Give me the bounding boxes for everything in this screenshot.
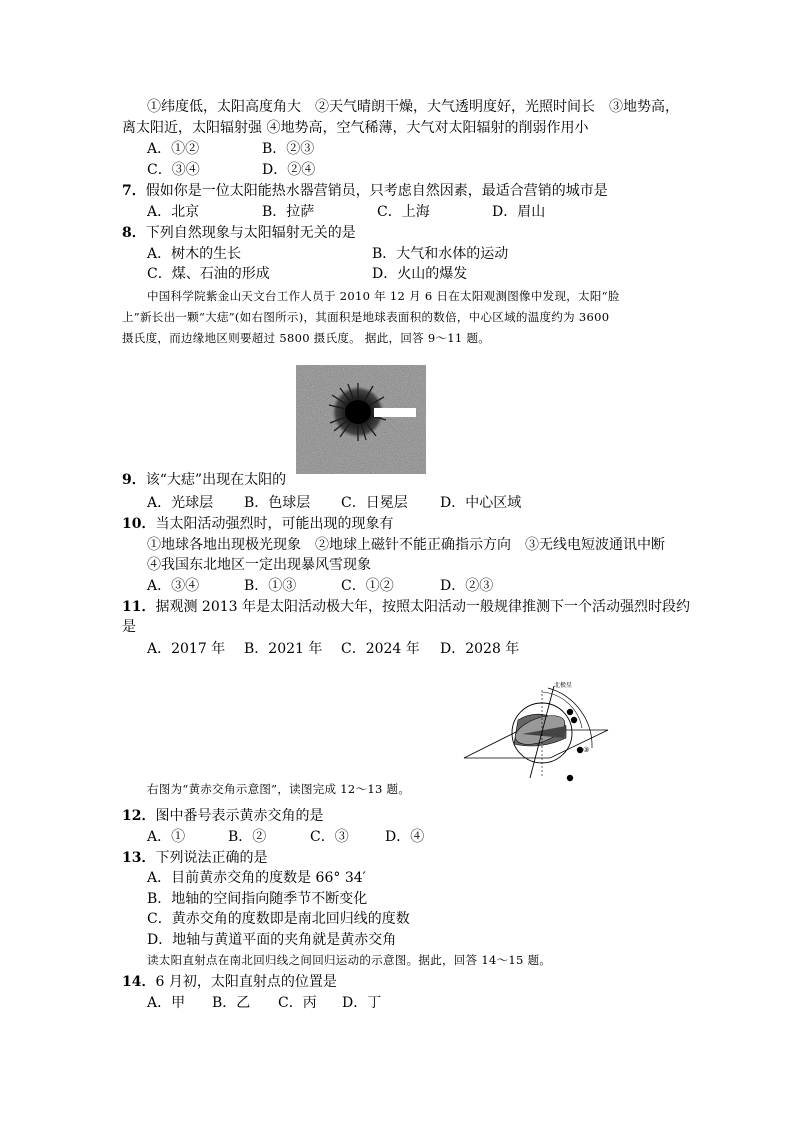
q14-option-a: A．甲 xyxy=(147,995,186,1011)
passage3: 读太阳直射点在南北回归线之间回归运动的示意图。据此，回答 14～15 题。 xyxy=(147,953,552,967)
q11-option-d: D．2028 年 xyxy=(440,641,520,657)
q13-number: 13． xyxy=(122,850,156,866)
passage1-line3: 摄氏度，而边缘地区则要超过 5800 摄氏度。 据此，回答 9～11 题。 xyxy=(122,331,491,345)
q9-option-a: A．光球层 xyxy=(147,495,214,511)
q7-option-c: C．上海 xyxy=(377,204,430,220)
q6-stem-line1: ①纬度低，太阳高度角大 ②天气晴朗干燥，大气透明度好，光照时间长 ③地势高， xyxy=(147,99,679,115)
obliquity-svg xyxy=(462,678,612,782)
q11-stem-cont: 是 xyxy=(122,619,136,635)
q10-number: 10． xyxy=(122,516,156,532)
q10-option-a: A．③④ xyxy=(147,578,200,594)
q14-option-d: D．丁 xyxy=(342,995,382,1011)
q7-text: 假如你是一位太阳能热水器营销员，只考虑自然因素，最适合营销的城市是 xyxy=(145,183,608,199)
passage2: 右图为“黄赤交角示意图”，读图完成 12～13 题。 xyxy=(147,782,411,796)
q6-option-b: B．②③ xyxy=(262,141,315,157)
q6-stem-line2: 离太阳近，太阳辐射强 ④地势高，空气稀薄，大气对太阳辐射的削弱作用小 xyxy=(122,120,589,136)
q9-option-b: B．色球层 xyxy=(244,495,311,511)
q11-option-b: B．2021 年 xyxy=(244,641,323,657)
q10-line1: ①地球各地出现极光现象 ②地球上磁针不能正确指示方向 ③无线电短波通讯中断 xyxy=(147,537,665,553)
q11-stem xyxy=(122,598,690,616)
q12-stem xyxy=(122,807,323,825)
q12-option-d: D．④ xyxy=(385,829,425,845)
q12-option-a: A．① xyxy=(147,829,186,845)
q7-number: 7． xyxy=(122,183,146,199)
q9-number: 9． xyxy=(122,472,146,488)
q11-option-a: A．2017 年 xyxy=(147,641,226,657)
mark-1 xyxy=(567,709,573,715)
q11-number: 11． xyxy=(122,599,156,615)
sunspot-image xyxy=(296,365,426,474)
q13-option-a: A．目前黄赤交角的度数是 66° 34′ xyxy=(147,870,366,886)
mark-3-label: ③ xyxy=(583,746,590,754)
mark-4 xyxy=(567,775,573,781)
q8-stem xyxy=(122,224,356,242)
q13-stem xyxy=(122,849,267,867)
q14-number: 14． xyxy=(122,974,156,990)
mark-2 xyxy=(571,717,577,723)
q8-option-a: A．树木的生长 xyxy=(147,246,242,262)
q9-option-c: C．日冕层 xyxy=(341,495,408,511)
q8-option-b: B．大气和水体的运动 xyxy=(372,246,509,262)
q11-text: 据观测 2013 年是太阳活动极大年，按照太阳活动一般规律推测下一个活动强烈时段约 xyxy=(155,599,691,615)
q7-option-d: D．眉山 xyxy=(492,204,546,220)
q12-text: 图中番号表示黄赤交角的是 xyxy=(155,808,324,824)
q7-option-b: B．拉萨 xyxy=(262,204,315,220)
q14-stem xyxy=(122,973,337,991)
q8-number: 8． xyxy=(122,225,146,241)
passage1-line1: 中国科学院紫金山天文台工作人员于 2010 年 12 月 6 日在太阳观测图像中发现，太阳“脸 xyxy=(147,289,620,303)
q10-stem xyxy=(122,515,393,533)
q14-option-c: C．丙 xyxy=(278,995,317,1011)
q9-text: 该“大痣”出现在太阳的 xyxy=(145,472,287,488)
q10-line2: ④我国东北地区一定出现暴风雪现象 xyxy=(147,557,371,573)
q8-text: 下列自然现象与太阳辐射无关的是 xyxy=(145,225,356,241)
q13-option-d: D．地轴与黄道平面的夹角就是黄赤交角 xyxy=(147,932,397,948)
q14-option-b: B．乙 xyxy=(212,995,251,1011)
q10-text: 当太阳活动强烈时，可能出现的现象有 xyxy=(155,516,394,532)
q10-option-c: C．①② xyxy=(341,578,394,594)
q6-option-c: C．③④ xyxy=(147,162,200,178)
q6-option-a: A．①② xyxy=(147,141,200,157)
q13-option-c: C．黄赤交角的度数即是南北回归线的度数 xyxy=(147,911,410,927)
q13-text: 下列说法正确的是 xyxy=(155,850,268,866)
q9-option-d: D．中心区域 xyxy=(440,495,522,511)
q10-option-d: D．②③ xyxy=(440,578,494,594)
q8-option-c: C．煤、石油的形成 xyxy=(147,266,270,282)
q11-option-c: C．2024 年 xyxy=(341,641,420,657)
polaris-label: 北极星 xyxy=(554,682,573,689)
q12-option-b: B．② xyxy=(228,829,267,845)
q12-option-c: C．③ xyxy=(310,829,349,845)
q7-stem xyxy=(122,182,608,200)
obliquity-diagram xyxy=(462,678,612,782)
q12-number: 12． xyxy=(122,808,156,824)
q13-option-b: B．地轴的空间指向随季节不断变化 xyxy=(147,891,368,907)
q9-stem xyxy=(122,471,286,489)
q8-option-d: D．火山的爆发 xyxy=(372,266,468,282)
q10-option-b: B．①③ xyxy=(244,578,297,594)
q7-option-a: A．北京 xyxy=(147,204,200,220)
q14-text: 6 月初，太阳直射点的位置是 xyxy=(155,974,337,990)
q6-option-d: D．②④ xyxy=(262,162,316,178)
passage1-line2: 上”新长出一颗“大痣”(如右图所示)，其面积是地球表面积的数倍，中心区域的温度约为 3600 xyxy=(122,310,610,324)
